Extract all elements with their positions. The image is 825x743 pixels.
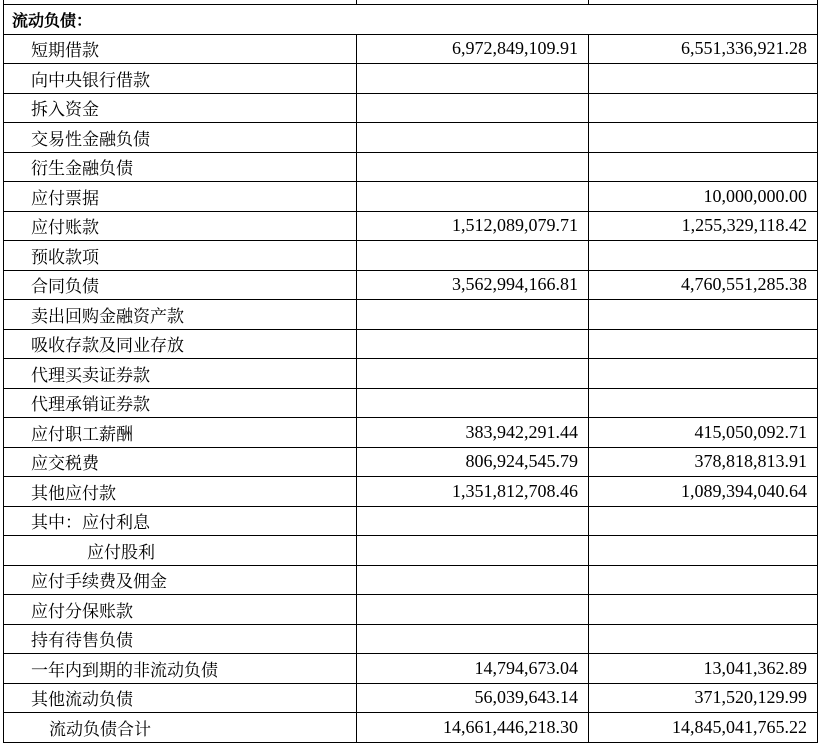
- value-current-period: [357, 595, 589, 625]
- table-row: [4, 270, 818, 300]
- table-row: [4, 595, 818, 625]
- table-row: [4, 683, 818, 713]
- table-row: [4, 388, 818, 418]
- value-prior-period: [589, 123, 818, 153]
- value-prior-period: [589, 595, 818, 625]
- value-current-period: [357, 536, 589, 566]
- value-current-period: [357, 388, 589, 418]
- table-row: [4, 536, 818, 566]
- value-current-period: [357, 624, 589, 654]
- table-row: [4, 565, 818, 595]
- value-prior-period: 378,818,813.91: [589, 447, 818, 477]
- table-row: [4, 182, 818, 212]
- row-label: 拆入资金: [4, 93, 357, 123]
- table-row: [4, 447, 818, 477]
- value-prior-period: 14,845,041,765.22: [589, 713, 818, 743]
- row-label: 代理买卖证券款: [4, 359, 357, 389]
- value-current-period: 6,972,849,109.91: [357, 34, 589, 64]
- row-label: 衍生金融负债: [4, 152, 357, 182]
- value-prior-period: 371,520,129.99: [589, 683, 818, 713]
- row-label: 其他应付款: [4, 477, 357, 507]
- value-prior-period: 1,255,329,118.42: [589, 211, 818, 241]
- row-label: 吸收存款及同业存放: [4, 329, 357, 359]
- value-prior-period: 10,000,000.00: [589, 182, 818, 212]
- value-current-period: 1,512,089,079.71: [357, 211, 589, 241]
- row-label: 交易性金融负债: [4, 123, 357, 153]
- value-current-period: 56,039,643.14: [357, 683, 589, 713]
- row-label: 应交税费: [4, 447, 357, 477]
- value-current-period: [357, 123, 589, 153]
- row-label: 应付票据: [4, 182, 357, 212]
- value-current-period: 14,794,673.04: [357, 654, 589, 684]
- table-row: [4, 211, 818, 241]
- value-current-period: 3,562,994,166.81: [357, 270, 589, 300]
- table-row: [4, 359, 818, 389]
- value-prior-period: 1,089,394,040.64: [589, 477, 818, 507]
- row-label: 其他流动负债: [4, 683, 357, 713]
- value-prior-period: [589, 506, 818, 536]
- table-row: [4, 152, 818, 182]
- row-label: 预收款项: [4, 241, 357, 271]
- value-prior-period: 6,551,336,921.28: [589, 34, 818, 64]
- row-label: 应付账款: [4, 211, 357, 241]
- table-row: [4, 624, 818, 654]
- section-title: 流动负债：: [4, 5, 818, 35]
- value-prior-period: 415,050,092.71: [589, 418, 818, 448]
- row-label: 向中央银行借款: [4, 64, 357, 94]
- row-label: 合同负债: [4, 270, 357, 300]
- value-prior-period: [589, 388, 818, 418]
- value-current-period: [357, 359, 589, 389]
- table-row: [4, 93, 818, 123]
- value-current-period: [357, 565, 589, 595]
- value-prior-period: [589, 565, 818, 595]
- table-row: [4, 329, 818, 359]
- value-current-period: 1,351,812,708.46: [357, 477, 589, 507]
- value-prior-period: [589, 536, 818, 566]
- row-label: 应付手续费及佣金: [4, 565, 357, 595]
- row-label: 应付股利: [4, 536, 357, 566]
- value-prior-period: [589, 359, 818, 389]
- value-current-period: [357, 241, 589, 271]
- row-label: 卖出回购金融资产款: [4, 300, 357, 330]
- table-row: [4, 418, 818, 448]
- value-prior-period: [589, 152, 818, 182]
- value-prior-period: [589, 64, 818, 94]
- table-row: [4, 241, 818, 271]
- table-row: [4, 34, 818, 64]
- row-label: 流动负债合计: [4, 713, 357, 743]
- table-row: [4, 654, 818, 684]
- current-liabilities-table: [3, 0, 818, 743]
- value-current-period: 383,942,291.44: [357, 418, 589, 448]
- table-row: [4, 300, 818, 330]
- value-prior-period: 4,760,551,285.38: [589, 270, 818, 300]
- value-current-period: [357, 182, 589, 212]
- section-header-row: [4, 5, 818, 35]
- value-prior-period: [589, 93, 818, 123]
- value-prior-period: [589, 624, 818, 654]
- row-label: 代理承销证券款: [4, 388, 357, 418]
- value-current-period: [357, 93, 589, 123]
- value-current-period: [357, 64, 589, 94]
- value-prior-period: [589, 300, 818, 330]
- value-prior-period: 13,041,362.89: [589, 654, 818, 684]
- row-label: 应付分保账款: [4, 595, 357, 625]
- value-prior-period: [589, 241, 818, 271]
- row-label: 持有待售负债: [4, 624, 357, 654]
- value-current-period: [357, 300, 589, 330]
- table-row: [4, 64, 818, 94]
- value-current-period: [357, 329, 589, 359]
- row-label: 应付职工薪酬: [4, 418, 357, 448]
- table-row: [4, 506, 818, 536]
- row-label: 一年内到期的非流动负债: [4, 654, 357, 684]
- row-label: 短期借款: [4, 34, 357, 64]
- table-row: [4, 477, 818, 507]
- value-current-period: 806,924,545.79: [357, 447, 589, 477]
- table-row: [4, 123, 818, 153]
- row-label: 其中：应付利息: [4, 506, 357, 536]
- value-prior-period: [589, 329, 818, 359]
- value-current-period: [357, 506, 589, 536]
- value-current-period: [357, 152, 589, 182]
- value-current-period: 14,661,446,218.30: [357, 713, 589, 743]
